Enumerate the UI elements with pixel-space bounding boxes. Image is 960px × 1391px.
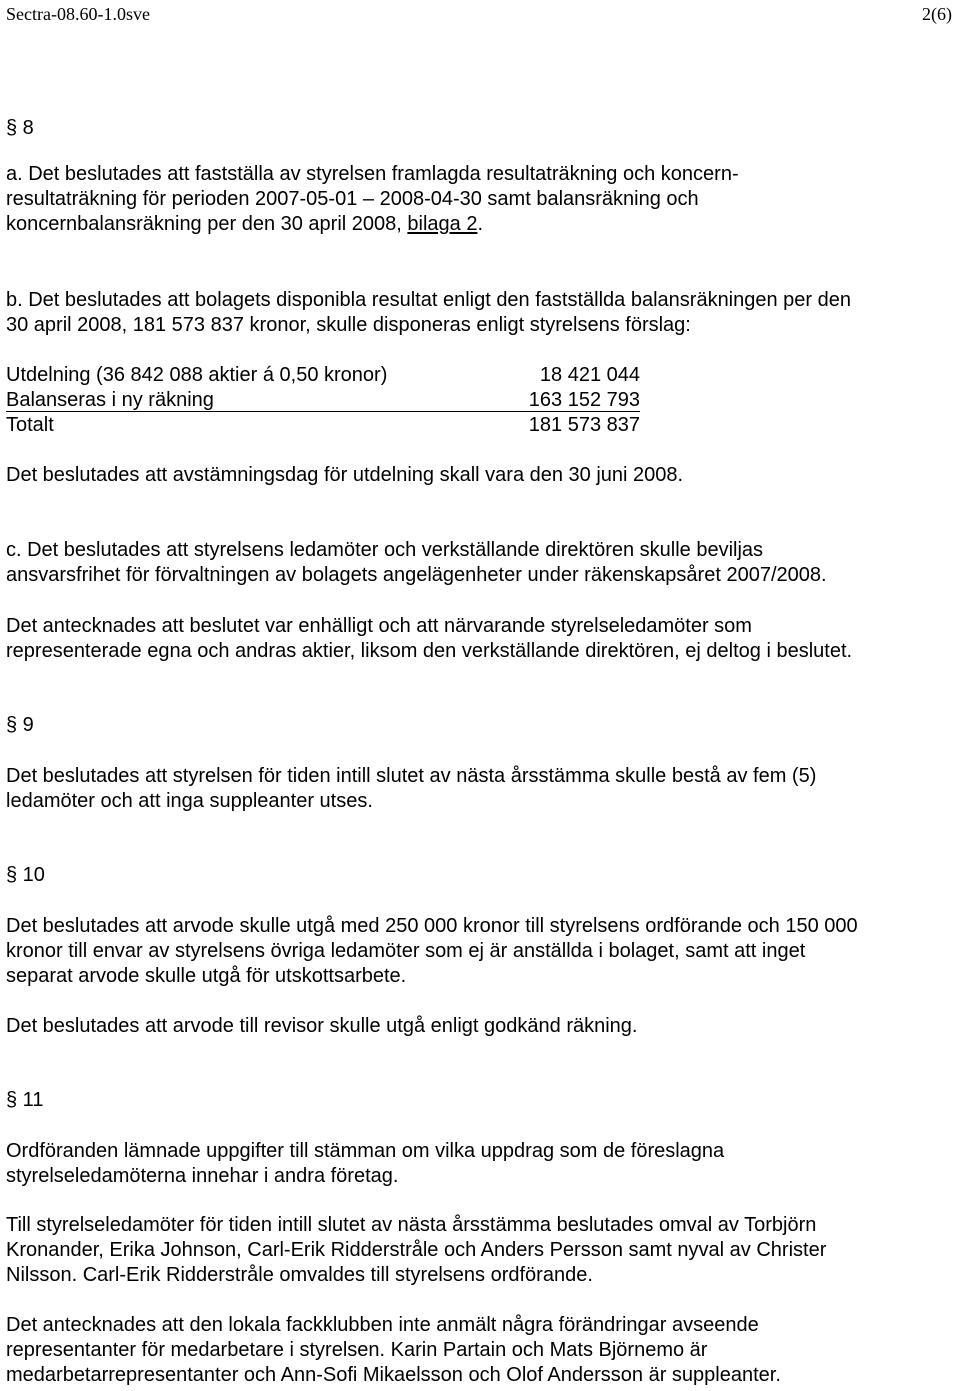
text-line: Nilsson. Carl-Erik Ridderstråle omvaldes till styrelsens ordförande. <box>6 1264 593 1286</box>
text-line: a. Det beslutades att fastställa av styrelsen framlagda resultaträkning och koncern- <box>6 163 739 185</box>
text-line: Det beslutades att styrelsen för tiden intill slutet av nästa årsstämma skulle bestå av fem (5) <box>6 765 817 787</box>
text-span: koncernbalansräkning per den 30 april 2008, <box>6 213 408 235</box>
paragraph-11-election <box>6 1213 826 1288</box>
page-number: 2(6) <box>922 4 952 24</box>
section-heading-10: § 10 <box>6 864 45 886</box>
sum-rule <box>6 411 640 412</box>
row-amount: 163 152 793 <box>528 389 640 411</box>
text-line: medarbetarrepresentanter och Ann-Sofi Mikaelsson och Olof Andersson är suppleanter. <box>6 1364 781 1386</box>
document-id: Sectra-08.60-1.0sve <box>6 4 150 24</box>
text-line: Det beslutades att arvode skulle utgå med 250 000 kronor till styrelsens ordförande och 150 000 <box>6 915 858 937</box>
row-label: Totalt <box>6 414 54 436</box>
text-line: separat arvode skulle utgå för utskottsarbete. <box>6 965 407 987</box>
text-line: ansvarsfrihet för förvaltningen av bolagets angelägenheter under räkenskapsåret 2007/2008. <box>6 564 827 586</box>
text-line: Till styrelseledamöter för tiden intill slutet av nästa årsstämma beslutades omval av Torbjörn <box>6 1214 817 1236</box>
paragraph-8c <box>6 538 827 588</box>
paragraph-11-employee-reps <box>6 1313 781 1388</box>
paragraph-record-date <box>6 463 683 488</box>
text-line: ledamöter och att inga suppleanter utses. <box>6 790 373 812</box>
section-heading-9: § 9 <box>6 714 34 736</box>
text-line: styrelseledamöterna innehar i andra företag. <box>6 1165 399 1187</box>
text-line: Det antecknades att beslutet var enhälligt och att närvarande styrelseledamöter som <box>6 615 752 637</box>
section-heading-11: § 11 <box>6 1089 44 1111</box>
text-line: Det beslutades att arvode till revisor skulle utgå enligt godkänd räkning. <box>6 1015 638 1037</box>
text-line <box>6 212 739 237</box>
text-line: c. Det beslutades att styrelsens ledamöter och verkställande direktören skulle beviljas <box>6 539 764 561</box>
paragraph-9 <box>6 764 816 814</box>
text-line: Det antecknades att den lokala fackklubben inte anmält några förändringar avseende <box>6 1314 759 1336</box>
row-amount: 18 421 044 <box>539 364 640 386</box>
row-label: Utdelning (36 842 088 aktier á 0,50 kronor) <box>6 364 388 386</box>
attachment-link[interactable]: bilaga 2 <box>407 213 478 235</box>
text-span: . <box>477 213 484 235</box>
row-amount: 181 573 837 <box>528 414 640 436</box>
paragraph-8a <box>6 162 739 237</box>
text-line: Ordföranden lämnade uppgifter till stämman om vilka uppdrag som de föreslagna <box>6 1140 725 1162</box>
paragraph-11-info <box>6 1139 724 1189</box>
text-line: representanter för medarbetare i styrelsen. Karin Partain och Mats Björnemo är <box>6 1339 708 1361</box>
paragraph-8-note <box>6 614 852 664</box>
paragraph-10-auditor <box>6 1014 637 1039</box>
text-line: 30 april 2008, 181 573 837 kronor, skulle disponeras enligt styrelsens förslag: <box>6 314 691 336</box>
text-line: representerade egna och andras aktier, liksom den verkställande direktören, ej deltog i beslutet. <box>6 640 853 662</box>
row-label: Balanseras i ny räkning <box>6 389 214 411</box>
paragraph-8b <box>6 288 851 338</box>
text-line: kronor till envar av styrelsens övriga ledamöter som ej är anställda i bolaget, samt att inget <box>6 940 806 962</box>
paragraph-10-fees <box>6 914 858 989</box>
text-line: resultaträkning för perioden 2007-05-01 – 2008-04-30 samt balansräkning och <box>6 188 699 210</box>
section-heading-8: § 8 <box>6 117 34 139</box>
text-line: Kronander, Erika Johnson, Carl-Erik Ridderstråle och Anders Persson samt nyval av Christer <box>6 1239 827 1261</box>
text-line: Det beslutades att avstämningsdag för utdelning skall vara den 30 juni 2008. <box>6 464 684 486</box>
text-line: b. Det beslutades att bolagets disponibla resultat enligt den fastställda balansräkningen per den <box>6 289 852 311</box>
